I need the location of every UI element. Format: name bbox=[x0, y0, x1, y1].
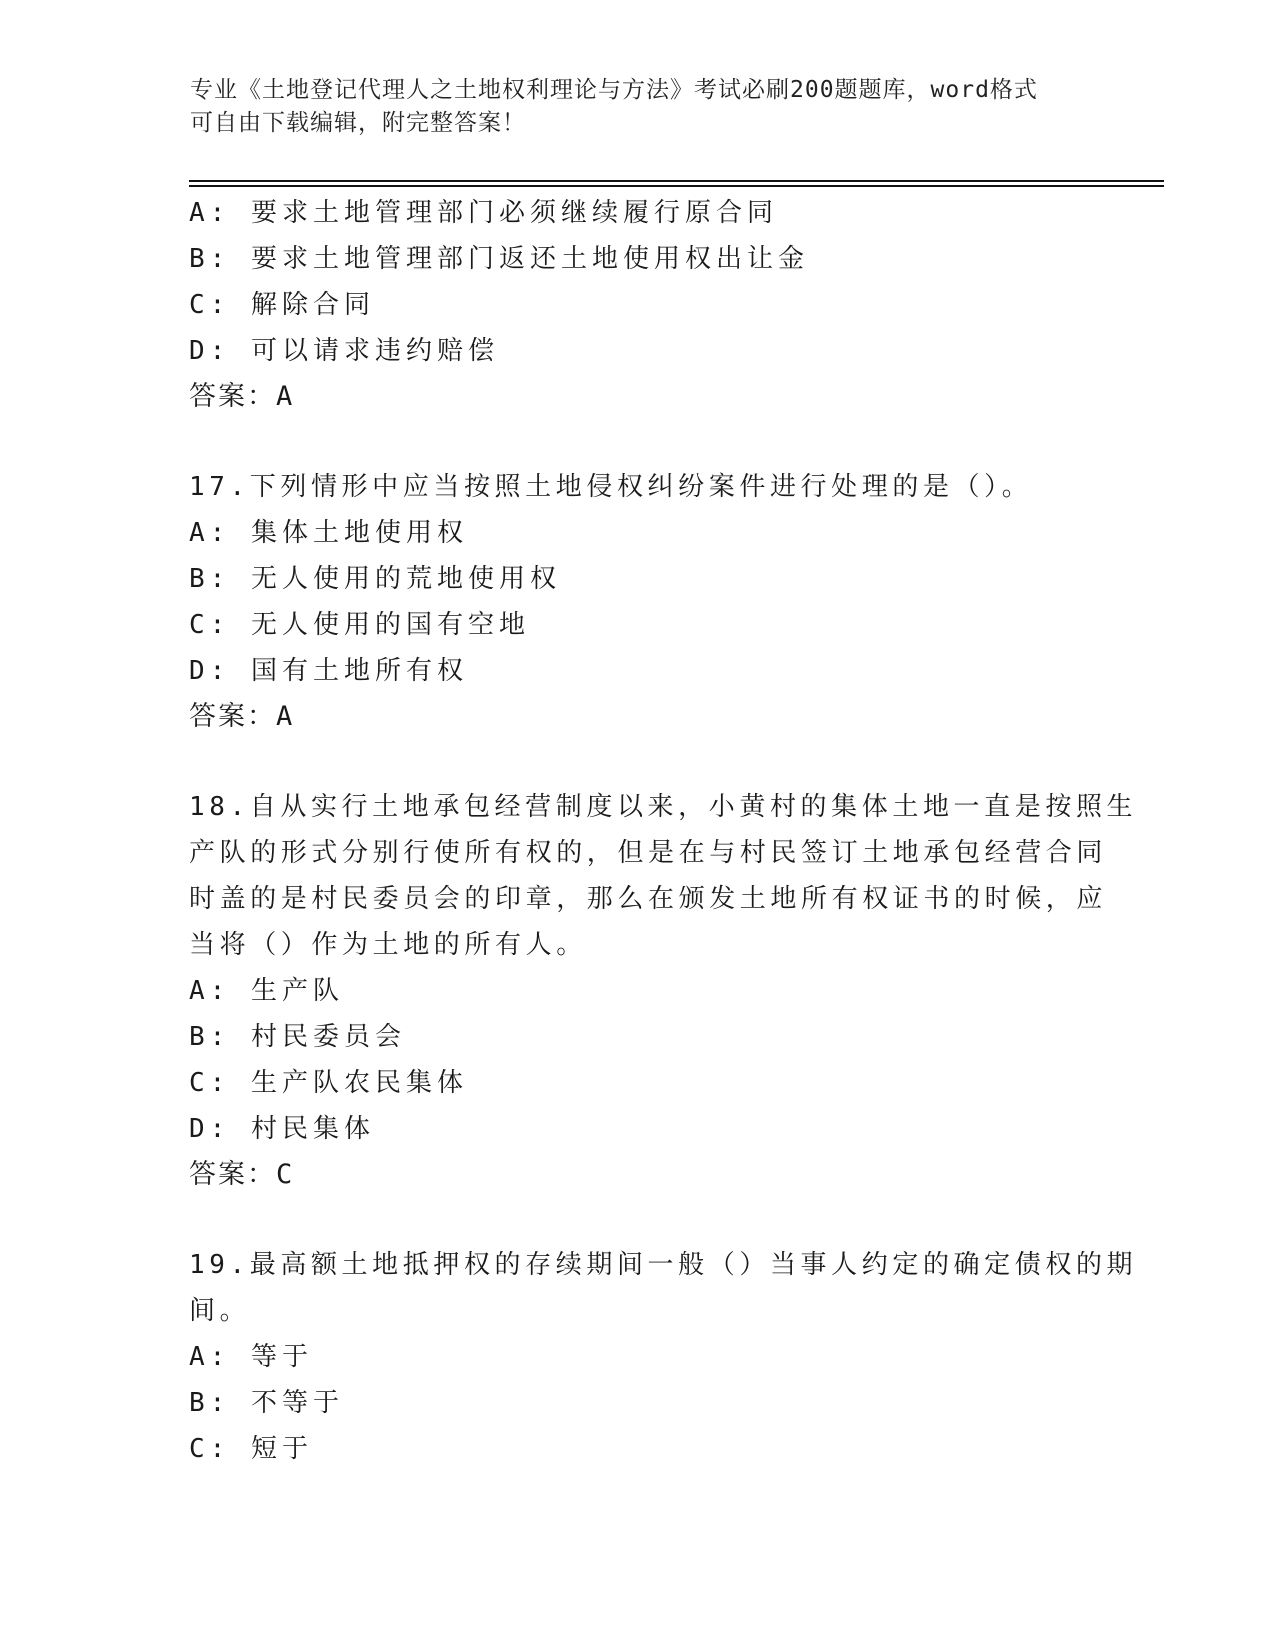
question-list bbox=[189, 190, 1138, 1472]
header-line-1: 专业《土地登记代理人之土地权利理论与方法》考试必刷200题题库，word格式 bbox=[190, 77, 1038, 103]
option-c: C: 无人使用的国有空地 bbox=[189, 610, 530, 640]
question-line: 当将（）作为土地的所有人。 bbox=[189, 930, 587, 960]
option-b: B: 村民委员会 bbox=[189, 1022, 406, 1052]
document-header bbox=[190, 74, 1090, 140]
question-line: 间。 bbox=[189, 1296, 251, 1326]
option-c: C: 短于 bbox=[189, 1434, 313, 1464]
answer-label: 答案： bbox=[189, 381, 276, 412]
question-line: 17.下列情形中应当按照土地侵权纠纷案件进行处理的是（）。 bbox=[189, 472, 1033, 502]
option-b: B: 不等于 bbox=[189, 1388, 344, 1418]
spacer bbox=[189, 1198, 1089, 1242]
question-line: 产队的形式分别行使所有权的，但是在与村民签订土地承包经营合同 bbox=[189, 838, 1108, 868]
option-d: D: 村民集体 bbox=[189, 1114, 375, 1144]
answer-value: C bbox=[276, 1159, 295, 1190]
question-18 bbox=[189, 784, 1138, 1198]
answer-line bbox=[189, 694, 1089, 740]
option-b: B: 无人使用的荒地使用权 bbox=[189, 564, 561, 594]
option-a: A: 生产队 bbox=[189, 976, 344, 1006]
question-line: 19.最高额土地抵押权的存续期间一般（）当事人约定的确定债权的期 bbox=[189, 1250, 1138, 1280]
option-c: C: 解除合同 bbox=[189, 290, 375, 320]
answer-value: A bbox=[276, 701, 295, 732]
answer-line bbox=[189, 1152, 1089, 1198]
header-line-2: 可自由下载编辑，附完整答案！ bbox=[190, 110, 526, 136]
header-divider-bottom bbox=[189, 185, 1164, 187]
option-c: C: 生产队农民集体 bbox=[189, 1068, 468, 1098]
question-line: 18.自从实行土地承包经营制度以来，小黄村的集体土地一直是按照生 bbox=[189, 792, 1138, 822]
spacer bbox=[189, 420, 1089, 464]
answer-label: 答案： bbox=[189, 1159, 276, 1190]
question-text bbox=[189, 1242, 1138, 1334]
question-19 bbox=[189, 1242, 1138, 1472]
option-d: D: 国有土地所有权 bbox=[189, 656, 468, 686]
answer-line bbox=[189, 374, 1089, 420]
question-17 bbox=[189, 464, 1089, 740]
question-16-continued bbox=[189, 190, 1089, 420]
spacer bbox=[189, 740, 1089, 784]
question-text bbox=[189, 464, 1089, 510]
option-a: A: 集体土地使用权 bbox=[189, 518, 468, 548]
header-divider-top bbox=[189, 180, 1164, 182]
question-text bbox=[189, 784, 1138, 968]
option-a: A: 要求土地管理部门必须继续履行原合同 bbox=[189, 198, 778, 228]
answer-label: 答案： bbox=[189, 701, 276, 732]
option-a: A: 等于 bbox=[189, 1342, 313, 1372]
option-d: D: 可以请求违约赔偿 bbox=[189, 336, 499, 366]
question-line: 时盖的是村民委员会的印章，那么在颁发土地所有权证书的时候，应 bbox=[189, 884, 1108, 914]
answer-value: A bbox=[276, 381, 295, 412]
option-b: B: 要求土地管理部门返还土地使用权出让金 bbox=[189, 244, 809, 274]
